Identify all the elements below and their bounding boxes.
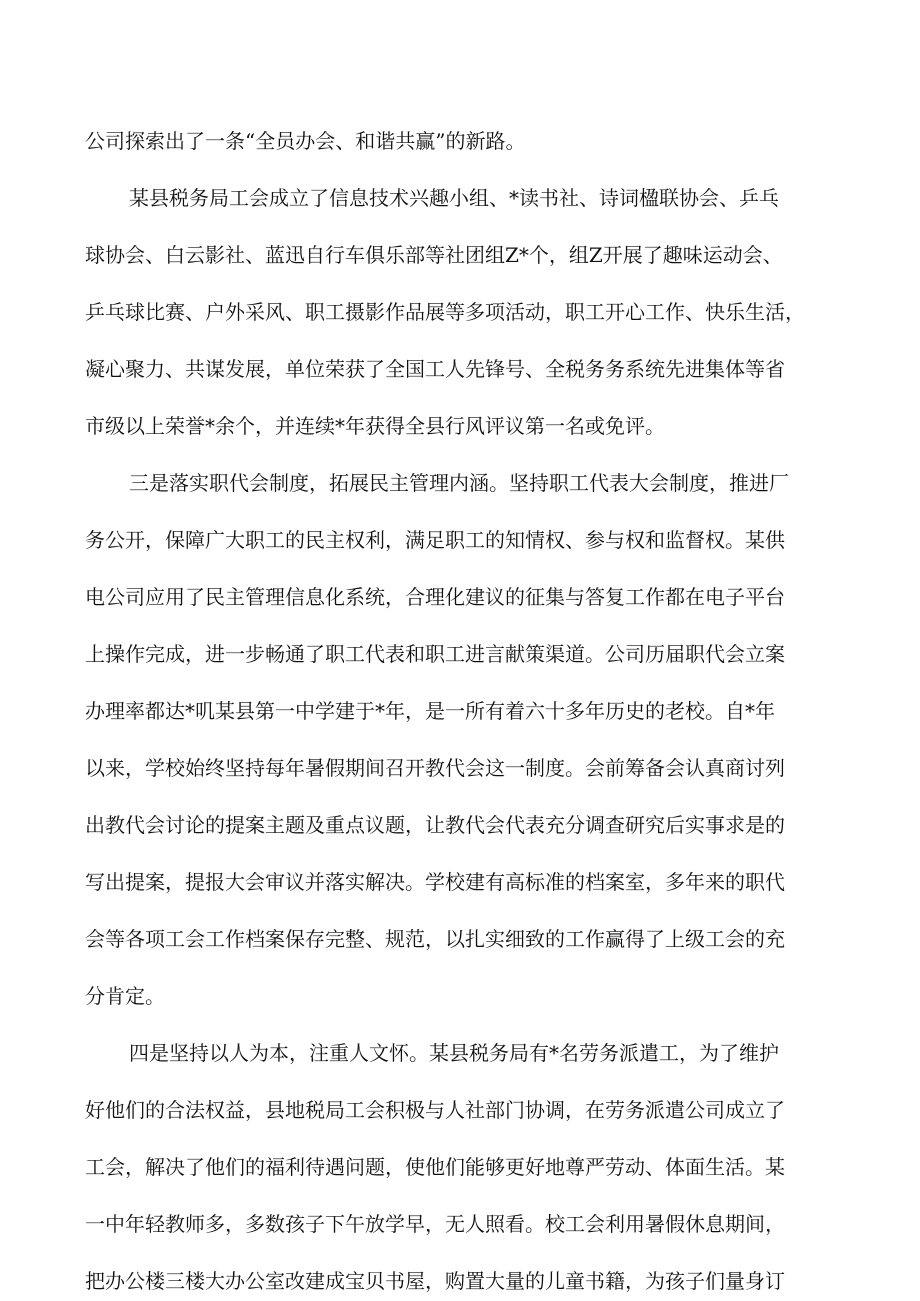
paragraph-3-line-3: 电公司应用了民主管理信息化系统，合理化建议的征集与答复工作都在电子平台 (85, 585, 785, 609)
paragraph-2-line-2: 球协会、白云影社、蓝迅自行车俱乐部等社团组Z*个，组Z开展了趣味运动会、 (85, 243, 783, 267)
paragraph-4-line-5: 把办公楼三楼大办公室改建成宝贝书屋，购置大量的儿童书籍，为孩子们量身订 (85, 1269, 785, 1293)
paragraph-3-line-2: 务公开，保障广大职工的民主权利，满足职工的知情权、参与权和监督权。某供 (85, 528, 785, 552)
paragraph-1-line-1: 公司探索出了一条“全员办会、和谐共赢”的新路。 (85, 129, 526, 153)
paragraph-3-line-6: 以来，学校始终坚持每年暑假期间召开教代会这一制度。会前筹备会认真商讨列 (85, 756, 785, 780)
paragraph-3-line-9: 会等各项工会工作档案保存完整、规范，以扎实细致的工作赢得了上级工会的充 (85, 927, 785, 951)
paragraph-3-line-7: 出教代会讨论的提案主题及重点议题，让教代会代表充分调查研究后实事求是的 (85, 813, 785, 837)
paragraph-3-line-10: 分肯定。 (85, 984, 165, 1008)
paragraph-3-line-8: 写出提案，提报大会审议并落实解决。学校建有高标准的档案室，多年来的职代 (85, 870, 785, 894)
paragraph-2-line-3: 乒乓球比赛、户外采风、职工摄影作品展等多项活动，职工开心工作、快乐生活， (85, 300, 805, 324)
paragraph-4-line-1: 四是坚持以人为本，注重人文怀。某县税务局有*名劳务派遣工，为了维护 (129, 1041, 779, 1065)
paragraph-3-line-4: 上操作完成，进一步畅通了职工代表和职工进言献策渠道。公司历届职代会立案 (85, 642, 785, 666)
paragraph-2-line-4: 凝心聚力、共谋发展，单位荣获了全国工人先锋号、全税务务系统先进集体等省 (85, 357, 785, 381)
paragraph-3-line-5: 办理率都达*叽某县第一中学建于*年，是一所有着六十多年历史的老校。自*年 (85, 699, 775, 723)
paragraph-2-line-1: 某县税务局工会成立了信息技术兴趣小组、*读书社、诗词楹联协会、乒乓 (129, 186, 779, 210)
paragraph-2-line-5: 市级以上荣誉*余个，并连续*年获得全县行风评议第一名或免评。 (85, 414, 665, 438)
paragraph-3-line-1: 三是落实职代会制度，拓展民主管理内涵。坚持职工代表大会制度，推进厂 (129, 471, 789, 495)
paragraph-4-line-4: 一中年轻教师多，多数孩子下午放学早，无人照看。校工会利用暑假休息期间， (85, 1212, 785, 1236)
paragraph-4-line-2: 好他们的合法权益，县地税局工会积极与人社部门协调，在劳务派遣公司成立了 (85, 1098, 785, 1122)
paragraph-4-line-3: 工会，解决了他们的福利待遇问题，使他们能够更好地尊严劳动、体面生活。某 (85, 1155, 785, 1179)
